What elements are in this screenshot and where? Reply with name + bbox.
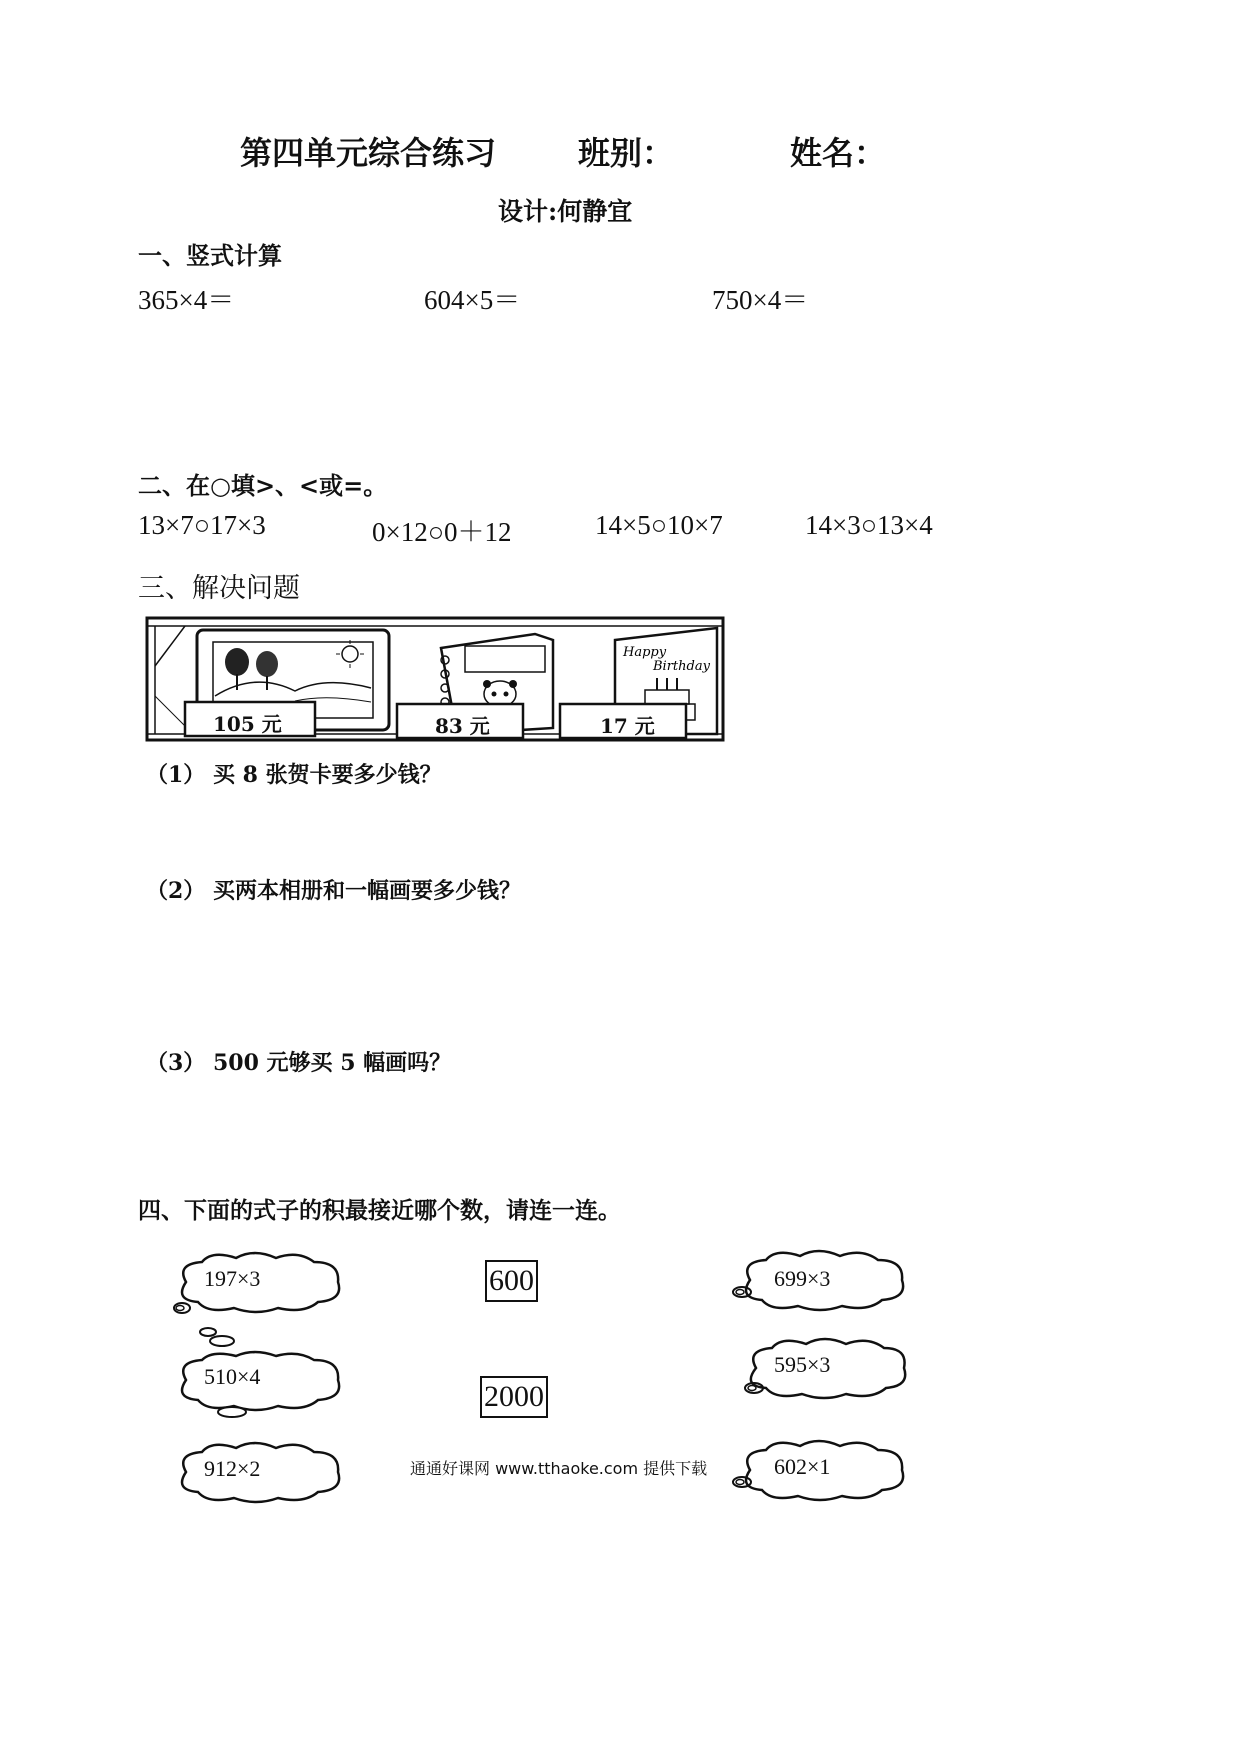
section3-heading: 三、解决问题: [138, 573, 300, 604]
card-text: Happy: [623, 645, 667, 660]
target-number-2000: 2000: [480, 1376, 548, 1418]
svg-text:Birthday: Birthday: [653, 659, 710, 674]
cloud-right-1-text: 699×3: [774, 1266, 831, 1291]
footer-source: 通通好课网 www.tthaoke.com 提供下载: [410, 1459, 708, 1478]
cloud-right-1: [728, 1248, 910, 1316]
class-label: 班别：: [578, 134, 675, 172]
cloud-left-3: [168, 1440, 346, 1506]
price-tag-album: 83 元: [435, 714, 490, 738]
section4-heading: 四、下面的式子的积最接近哪个数，请连一连。: [138, 1197, 621, 1224]
thought-bubbles: [198, 1326, 238, 1348]
compare-2: 0×12○0＋12: [372, 517, 512, 547]
cloud-left-1: [168, 1250, 346, 1318]
section1-heading: 一、竖式计算: [138, 241, 282, 270]
cloud-right-2: [738, 1336, 912, 1402]
cloud-left-3-text: 912×2: [204, 1456, 261, 1481]
compare-1: 13×7○17×3: [138, 510, 266, 540]
worksheet-title: 第四单元综合练习: [240, 134, 497, 172]
cloud-left-1-text: 197×3: [204, 1266, 261, 1291]
price-tag-painting: 105 元: [213, 712, 282, 736]
target-number-600: 600: [485, 1260, 538, 1302]
vertical-calc-2: 604×5＝: [424, 285, 521, 315]
vertical-calc-1: 365×4＝: [138, 285, 235, 315]
cloud-right-3: [728, 1438, 910, 1504]
price-tag-card: 17 元: [600, 714, 655, 738]
question-2: （2） 买两本相册和一幅画要多少钱？: [146, 878, 521, 904]
price-illustration: [145, 616, 725, 744]
cloud-right-3-text: 602×1: [774, 1454, 831, 1479]
compare-3: 14×5○10×7: [595, 510, 723, 540]
cloud-right-2-text: 595×3: [774, 1352, 831, 1377]
cloud-left-2-text: 510×4: [204, 1364, 261, 1389]
compare-4: 14×3○13×4: [805, 510, 933, 540]
cloud-left-2: [168, 1350, 346, 1420]
question-3: （3） 500 元够买 5 幅画吗？: [146, 1050, 452, 1076]
vertical-calc-3: 750×4＝: [712, 285, 809, 315]
section2-heading: 二、在○填>、<或=。: [138, 471, 388, 500]
question-1: （1） 买 8 张贺卡要多少钱？: [146, 762, 442, 788]
designer-label: 设计:何静宜: [498, 197, 633, 226]
name-label: 姓名：: [790, 134, 887, 172]
